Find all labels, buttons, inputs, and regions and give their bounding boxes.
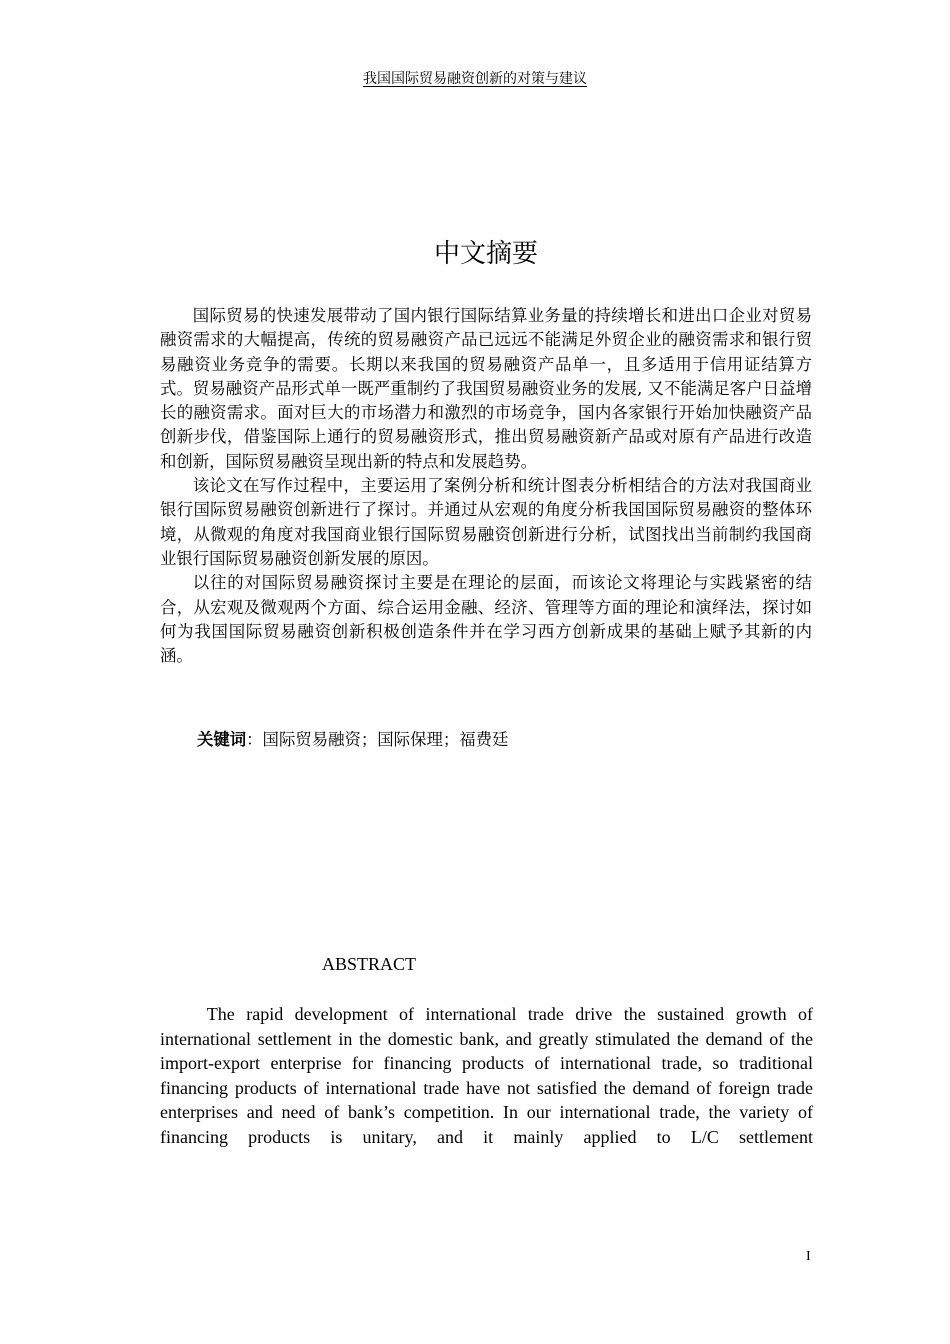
page-number: I	[806, 1249, 811, 1264]
chinese-abstract-paragraph-1: 国际贸易的快速发展带动了国内银行国际结算业务量的持续增长和进出口企业对贸易融资需求的大幅提高，传统的贸易融资产品已远远不能满足外贸企业的融资需求和银行贸易融资业务竞争的需要。长期以来我国的贸易融资产品单一，且多适用于信用证结算方式。贸易融资产品形式单一既严重制约了我国贸易融资业务的发展, 又不能满足客户日益增长的融资需求。面对巨大的市场潜力和激烈的市场竞争，国内各家银行开始加快融资产品创新步伐，借鉴国际上通行的贸易融资形式，推出贸易融资新产品或对原有产品进行改造和创新，国际贸易融资呈现出新的特点和发展趋势。	[160, 306, 812, 471]
english-abstract-body	[160, 1002, 813, 1150]
chinese-abstract-title: 中文摘要	[433, 239, 538, 269]
keywords-label: 关键词	[197, 730, 247, 749]
keywords-line	[197, 728, 817, 752]
chinese-abstract-paragraph-2: 该论文在写作过程中，主要运用了案例分析和统计图表分析相结合的方法对我国商业银行国际贸易融资创新进行了探讨。并通过从宏观的角度分析我国国际贸易融资的整体环境，从微观的角度对我国商业银行国际贸易融资创新进行分析，试图找出当前制约我国商业银行国际贸易融资创新发展的原因。	[160, 476, 812, 568]
running-header: 我国国际贸易融资创新的对策与建议	[363, 71, 587, 87]
chinese-abstract-paragraph-3: 以往的对国际贸易融资探讨主要是在理论的层面，而该论文将理论与实践紧密的结合，从宏观及微观两个方面、综合运用金融、经济、管理等方面的理论和演绎法，探讨如何为我国国际贸易融资创新积极创造条件并在学习西方创新成果的基础上赋予其新的内涵。	[160, 573, 812, 666]
chinese-abstract-body	[160, 304, 812, 668]
english-abstract-title: ABSTRACT	[322, 954, 417, 974]
keywords-text: ：国际贸易融资；国际保理；福费廷	[246, 730, 509, 749]
english-abstract-paragraph: The rapid development of international trade drive the sustained growth of international settlement in the domestic bank, and greatly stimulated the demand of the import-export enterprise for financing products of international trade, so traditional financing products of international trade have not satisfied the demand of foreign trade enterprises and need of bank’s competition. In our international trade, the variety of financing products is unitary, and it mainly applied to L/C settlement	[160, 1004, 813, 1147]
